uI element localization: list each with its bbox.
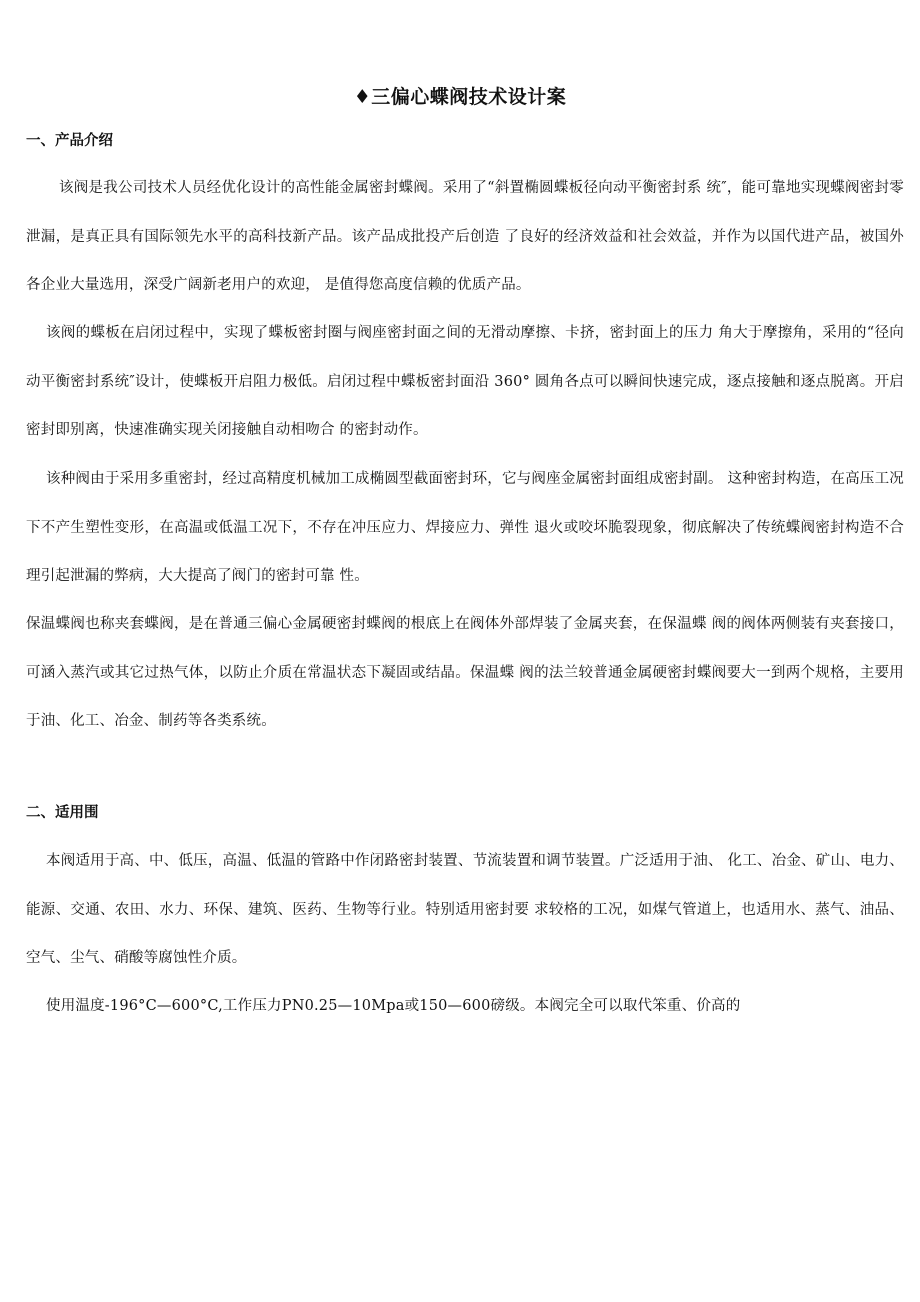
paragraph-intro-3: 该种阀由于采用多重密封，经过高精度机械加工成椭圆型截面密封环，它与阀座金属密封面组成密封副。 这种密封构造，在高压工况下不产生塑性变形，在高温或低温工况下，不存在冲压应力、焊接应力、弹性 退火或咬坏脆裂现象，彻底解决了传统蝶阀密封构造不合理引起泄漏的弊病，大大提高了阀门的密封可靠 性。 xyxy=(26,471,904,584)
paragraph-scope-2: 使用温度-196°C—600°C,工作压力PN0.25—10Mpa或150—600磅级。本阀完全可以取代笨重、价高的 xyxy=(46,998,741,1014)
section-heading-scope: 二、适用围 xyxy=(26,805,99,821)
paragraph-intro-4: 保温蝶阀也称夹套蝶阀，是在普通三偏心金属硬密封蝶阀的根底上在阀体外部焊装了金属夹套，在保温蝶 阀的阀体两侧装有夹套接口，可涵入蒸汽或其它过热气体，以防止介质在常温状态下凝固或结晶。保温蝶 阀的法兰较普通金属硬密封蝶阀要大一到两个规格，主要用于油、化工、冶金、制药等各类系统。 xyxy=(26,616,904,729)
paragraph-intro-2: 该阀的蝶板在启闭过程中，实现了蝶板密封圈与阀座密封面之间的无滑动摩擦、卡挤，密封面上的压力 角大于摩擦角，采用的“径向动平衡密封系统″设计，使蝶板开启阻力极低。启闭过程中蝶板密封面沿 360° 圆角各点可以瞬间快速完成，逐点接触和逐点脱离。开启密封即别离，快速准确实现关闭接触自动相吻合 的密封动作。 xyxy=(26,325,904,438)
document-title: ♦三偏心蝶阀技术设计案 xyxy=(353,86,567,108)
paragraph-intro-1: 该阀是我公司技术人员经优化设计的高性能金属密封蝶阀。采用了“斜置椭圆蝶板径向动平衡密封系 统″，能可靠地实现蝶阀密封零泄漏，是真正具有国际领先水平的高科技新产品。该产品成批投产后创造 了良好的经济效益和社会效益，并作为以国代进产品，被国外各企业大量选用，深受广阔新老用户的欢迎， 是值得您高度信赖的优质产品。 xyxy=(26,180,904,293)
paragraph-scope-1: 本阀适用于高、中、低压，高温、低温的管路中作闭路密封装置、节流装置和调节装置。广泛适用于油、 化工、冶金、矿山、电力、能源、交通、农田、水力、环保、建筑、医药、生物等行业。特别适用密封要 求较格的工况，如煤气管道上，也适用水、蒸气、油品、空气、尘气、硝酸等腐蚀性介质。 xyxy=(26,853,904,966)
section-heading-product-intro: 一、产品介绍 xyxy=(26,133,113,149)
